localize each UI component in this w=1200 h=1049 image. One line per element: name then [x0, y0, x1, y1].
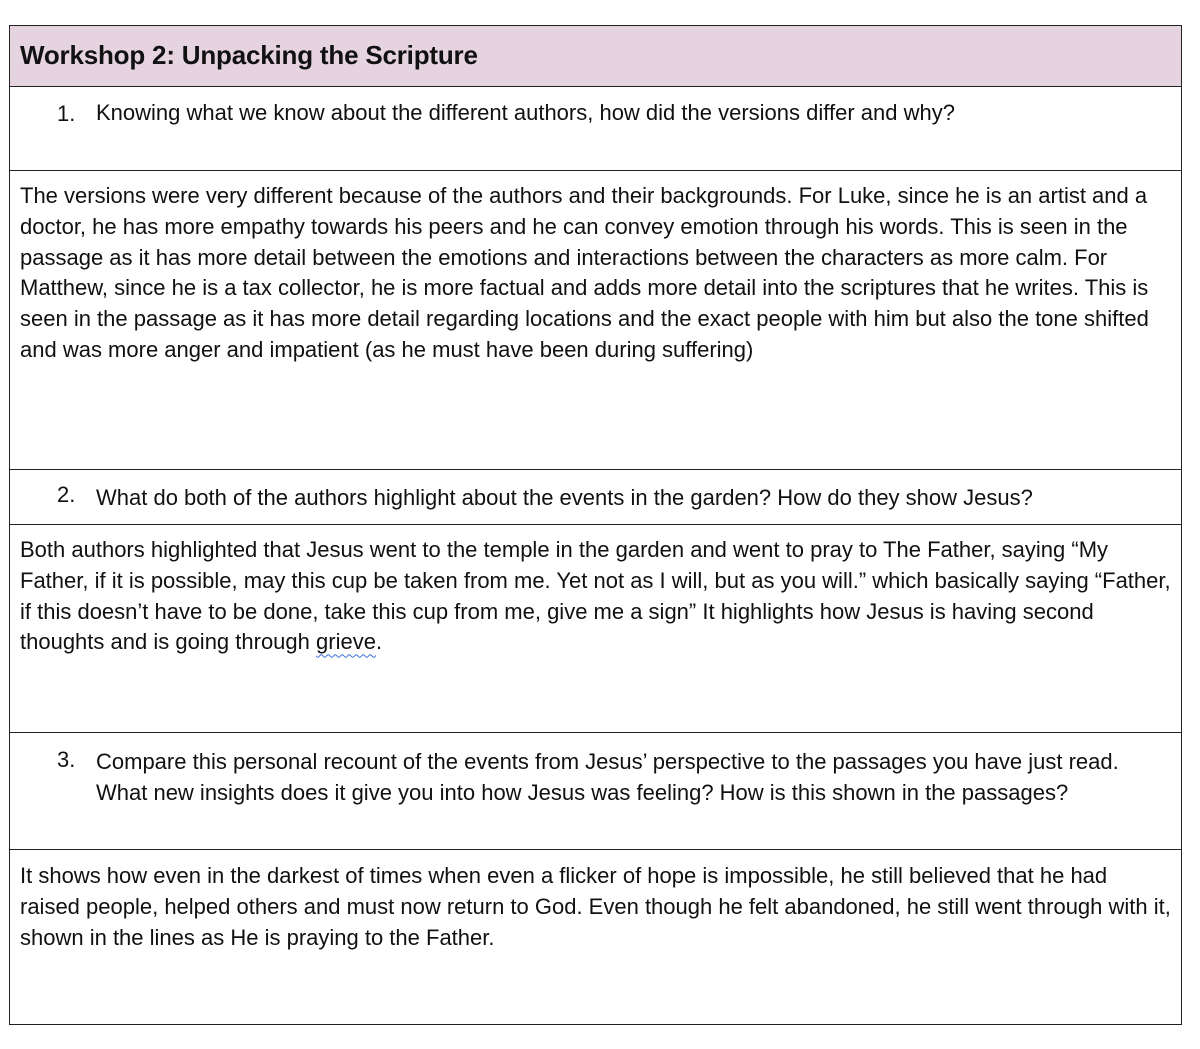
question-number: 3. — [57, 747, 76, 772]
answer-text[interactable]: It shows how even in the darkest of times when even a flicker of hope is impossible, he still believed that he had raised people, helped others and must now return to God. Even though he felt abandoned, he still went through with it, shown in the lines as He is praying to the Father. — [20, 863, 1171, 950]
question-text: What do both of the authors highlight about the events in the garden? How do they show Jesus? — [96, 485, 1033, 510]
question-row-3 — [10, 733, 1181, 850]
question-row-2 — [10, 470, 1181, 525]
answer-text[interactable]: The versions were very different because of the authors and their backgrounds. For Luke, since he is an artist and a doctor, he has more empathy towards his peers and he can convey emotion through his words. This is seen in the passage as it has more detail between the emotions and interactions between the characters as more calm. For Matthew, since he is a tax collector, he is more factual and adds more detail into the scriptures that he writes. This is seen in the passage as it has more detail regarding locations and the exact people with him but also the tone shifted and was more anger and impatient (as he must have been during suffering) — [20, 183, 1149, 362]
spellcheck-flagged-word[interactable]: grieve — [316, 629, 376, 655]
answer-row-3[interactable] — [10, 850, 1181, 1024]
question-number: 2. — [57, 482, 76, 507]
answer-text-part: . — [375, 629, 383, 655]
question-row-1 — [10, 87, 1181, 171]
answer-row-1[interactable] — [10, 171, 1181, 470]
answer-text-part: Both authors highlighted that Jesus went to the temple in the garden and went to pray to The Father, saying “My Father, if it is possible, may this cup be taken from me. Yet not as I will, but as you will.” which basically saying “Father, if this doesn’t have to be done, take this cup from me, give me a sign” It highlights how Jesus is having second thoughts and is going through — [20, 537, 1171, 655]
table-header-row — [10, 26, 1181, 87]
question-text: Compare this personal recount of the events from Jesus’ perspective to the passages you have just read. What new insights does it give you into how Jesus was feeling? How is this shown in the passages? — [96, 749, 1119, 805]
answer-text[interactable] — [20, 535, 1171, 658]
answer-row-2[interactable] — [10, 525, 1181, 733]
question-text: Knowing what we know about the different authors, how did the versions differ and why? — [96, 100, 955, 125]
workshop-table — [9, 25, 1182, 1025]
question-number: 1. — [57, 101, 76, 126]
page-title: Workshop 2: Unpacking the Scripture — [20, 40, 478, 70]
